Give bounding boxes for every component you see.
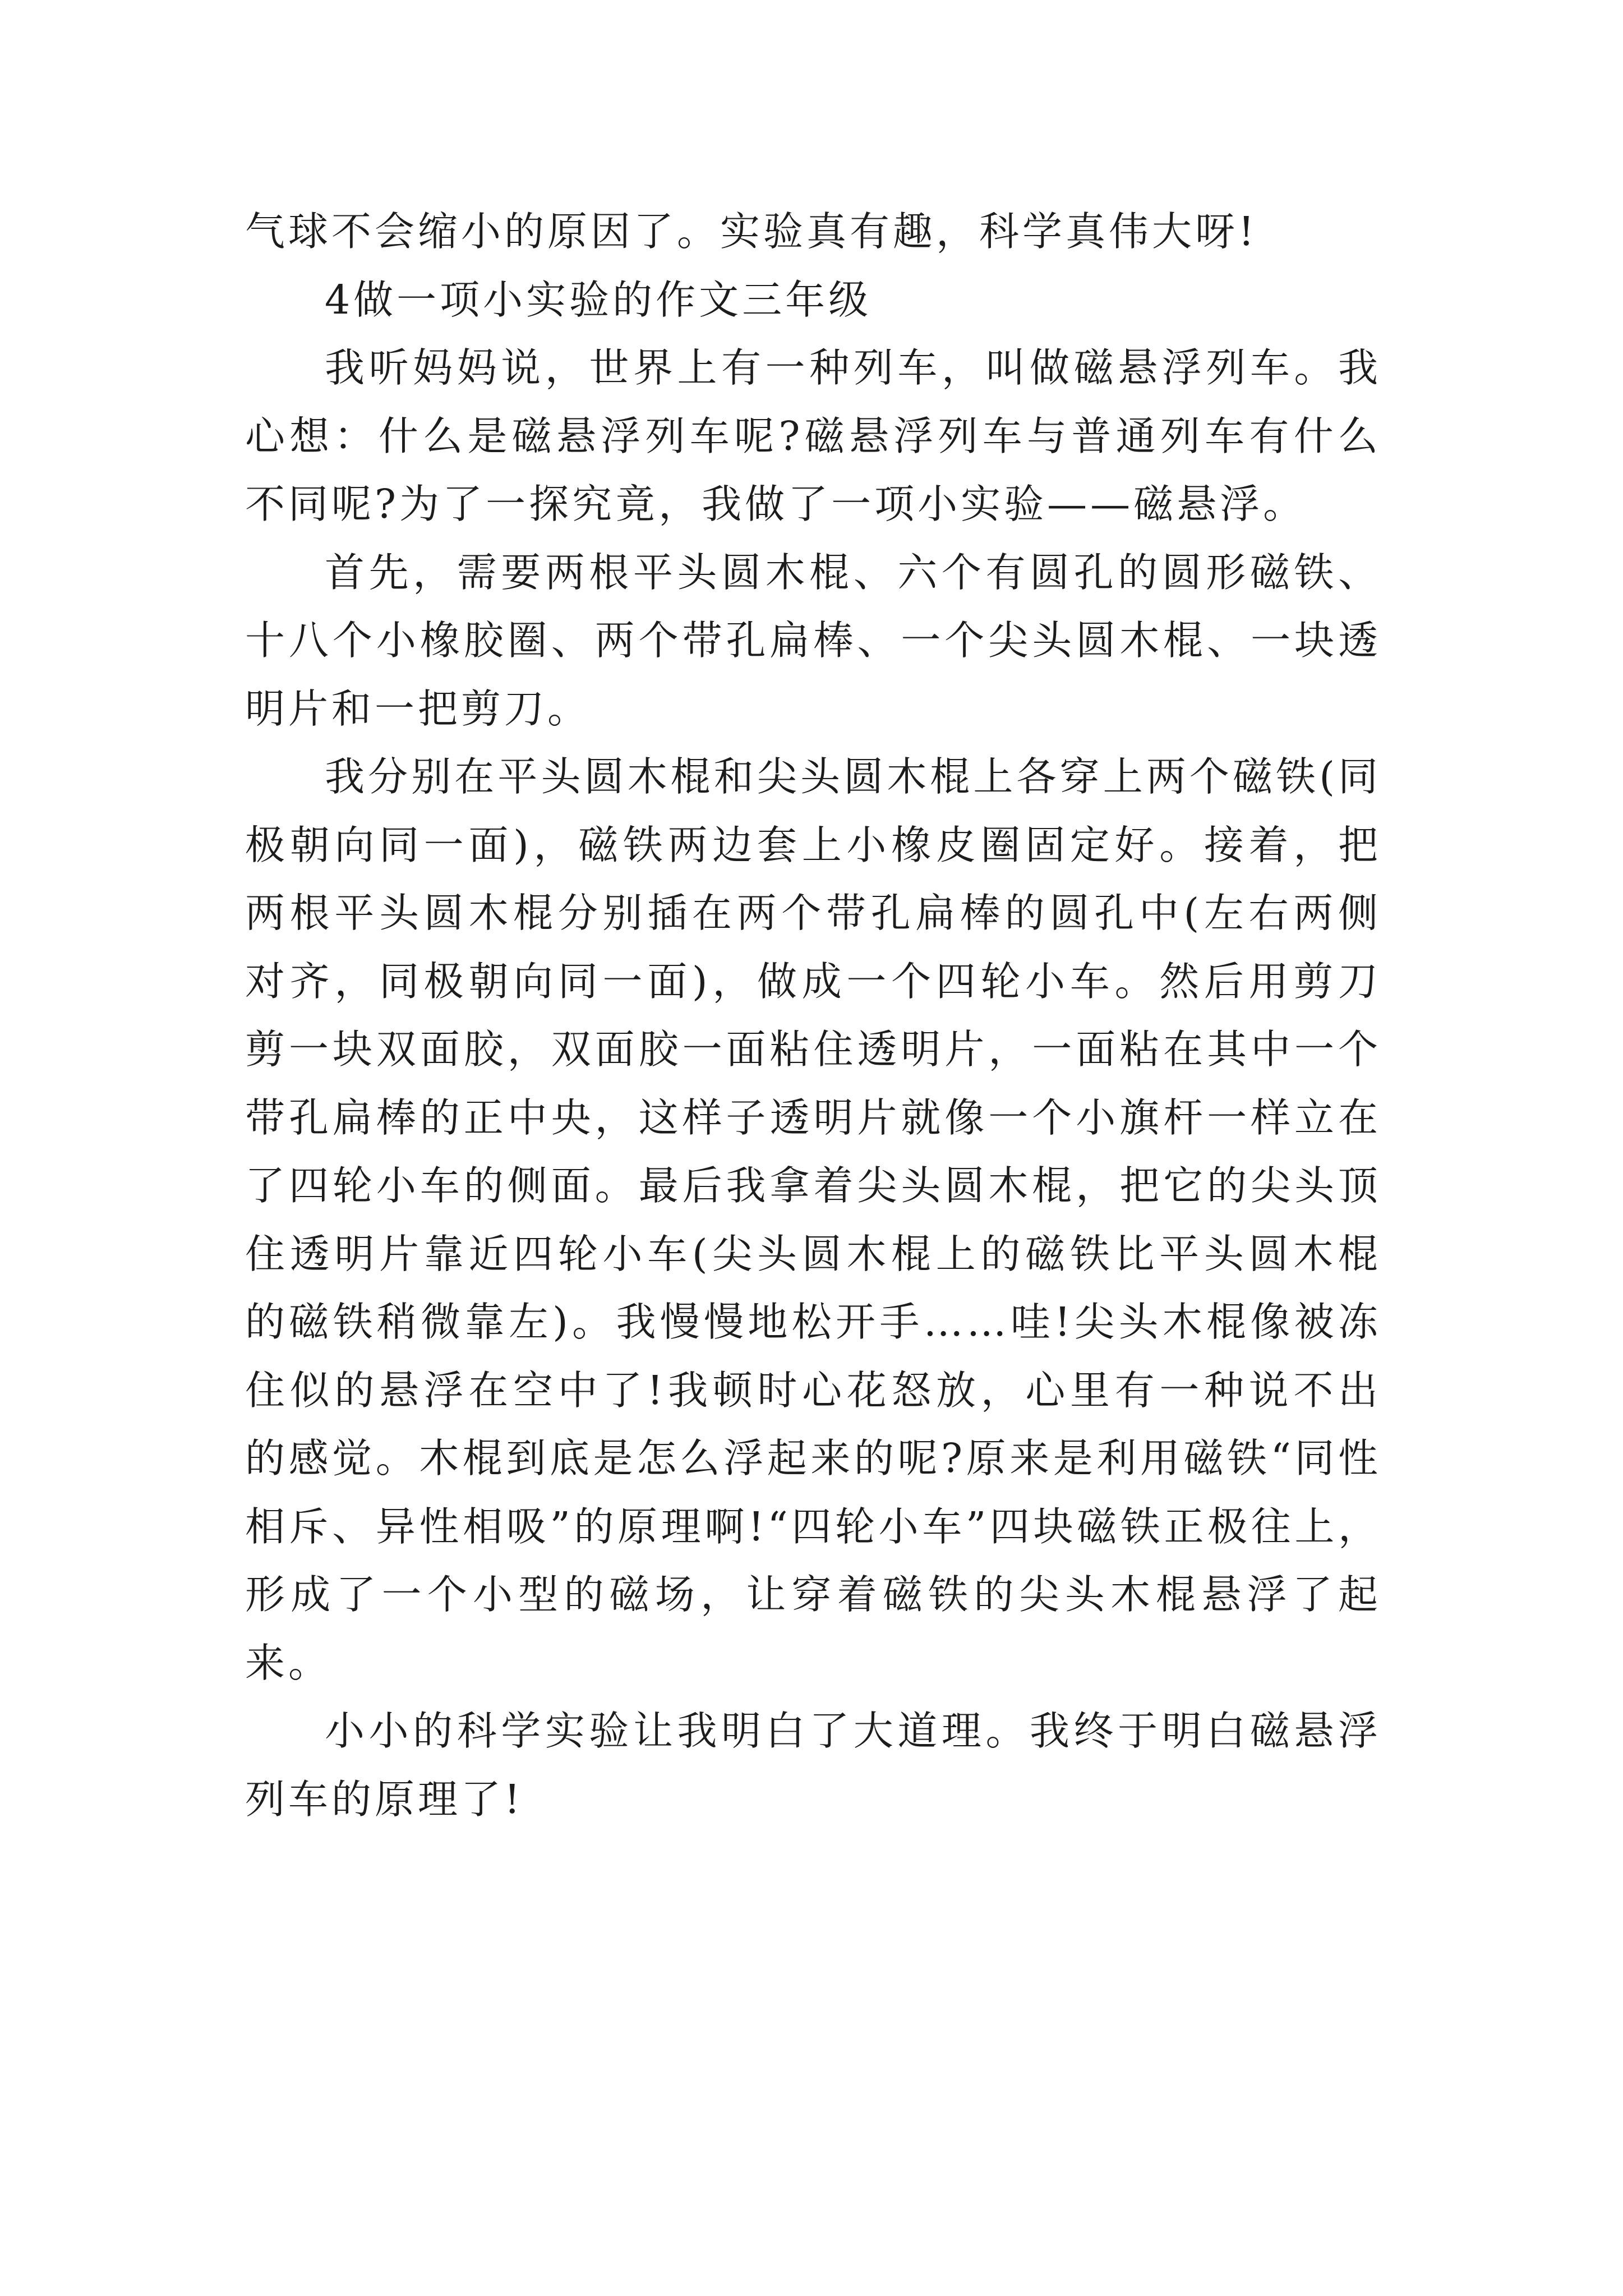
body-paragraph-2: 首先，需要两根平头圆木棍、六个有圆孔的圆形磁铁、十八个小橡胶圈、两个带孔扁棒、一个尖头圆木棍、一块透明片和一把剪刀。 bbox=[245, 549, 1381, 732]
essay-title: 4做一项小实验的作文三年级 bbox=[325, 276, 872, 323]
body-paragraph-4: 小小的科学实验让我明白了大道理。我终于明白磁悬浮列车的原理了! bbox=[245, 1708, 1381, 1823]
body-paragraph-1: 我听妈妈说，世界上有一种列车，叫做磁悬浮列车。我心想：什么是磁悬浮列车呢?磁悬浮列车与普通列车有什么不同呢?为了一探究竟，我做了一项小实验——磁悬浮。 bbox=[245, 344, 1381, 527]
continuation-paragraph: 气球不会缩小的原因了。实验真有趣，科学真伟大呀! bbox=[245, 208, 1258, 255]
body-paragraph-3: 我分别在平头圆木棍和尖头圆木棍上各穿上两个磁铁(同极朝向同一面)，磁铁两边套上小橡皮圈固定好。接着，把两根平头圆木棍分别插在两个带孔扁棒的圆孔中(左右两侧对齐，同极朝向同一面)，做成一个四轮小车。然后用剪刀剪一块双面胶，双面胶一面粘住透明片，一面粘在其中一个带孔扁棒的正中央，这样子透明片就像一个小旗杆一样立在了四轮小车的侧面。最后我拿着尖头圆木棍，把它的尖头顶住透明片靠近四轮小车(尖头圆木棍上的磁铁比平头圆木棍的磁铁稍微靠左)。我慢慢地松开手……哇!尖头木棍像被冻住似的悬浮在空中了!我顿时心花怒放，心里有一种说不出的感觉。木棍到底是怎么浮起来的呢?原来是利用磁铁“同性相斥、异性相吸”的原理啊!“四轮小车”四块磁铁正极往上，形成了一个小型的磁场，让穿着磁铁的尖头木棍悬浮了起来。 bbox=[245, 753, 1381, 1686]
document-body bbox=[245, 197, 1381, 1833]
